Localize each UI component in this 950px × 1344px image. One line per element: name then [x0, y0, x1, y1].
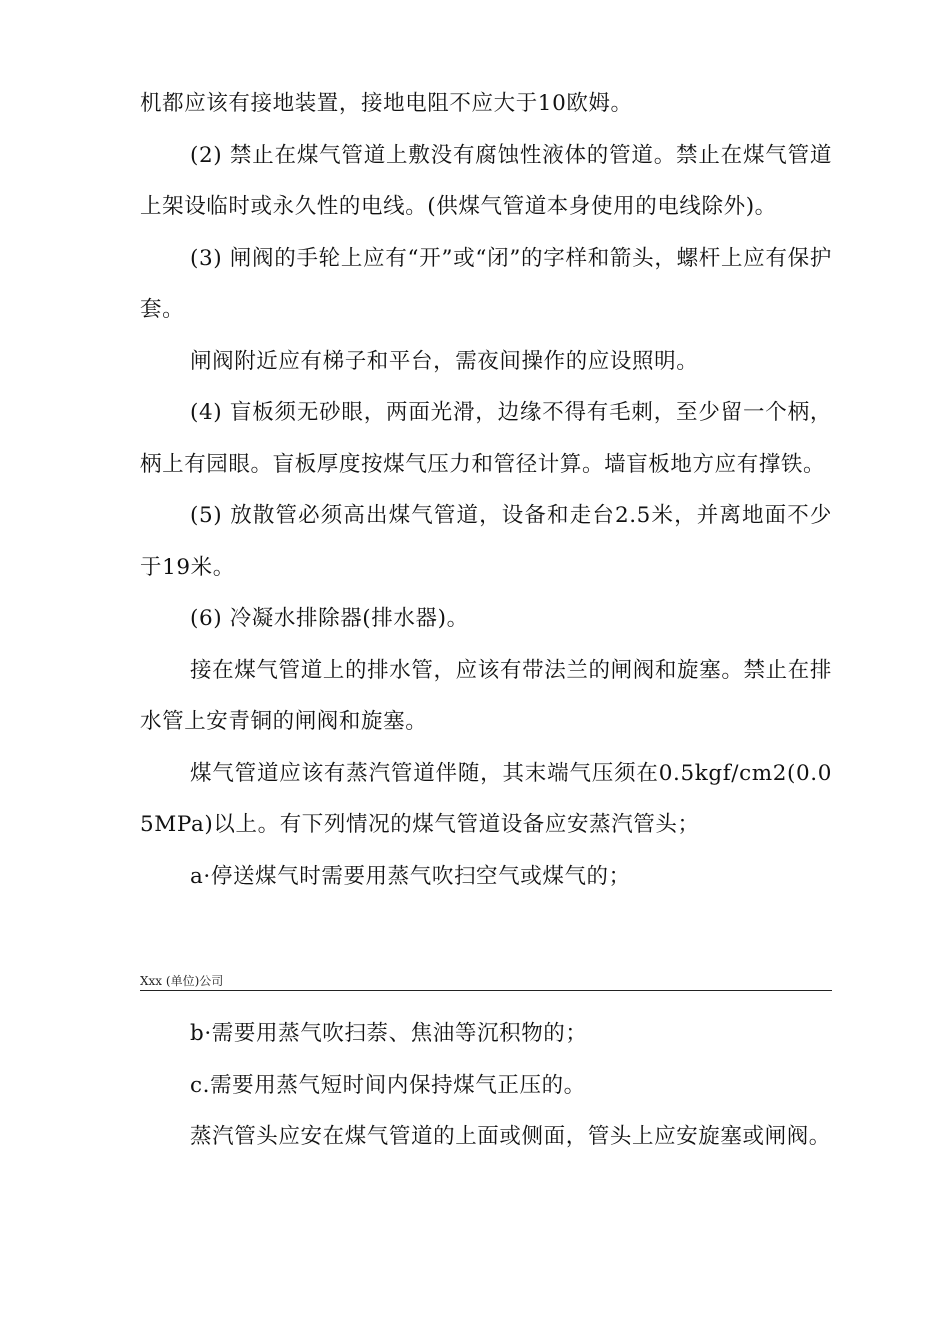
page-footer: Xxx (单位)公司 [140, 974, 832, 991]
paragraph-case-b: b·需要用蒸气吹扫萘、焦油等沉积物的； [190, 1021, 588, 1046]
paragraph-case-c: c.需要用蒸气短时间内保持煤气正压的。 [190, 1072, 586, 1098]
paragraph-drain-pipe: 接在煤气管道上的排水管，应该有带法兰的闸阀和旋塞。禁止在排水管上安青铜的闸阀和旋塞。 [140, 657, 832, 734]
page-body-top [140, 78, 832, 902]
document-page [140, 0, 832, 1344]
paragraph-item-4: (4) 盲板须无砂眼，两面光滑，边缘不得有毛刺，至少留一个柄，柄上有园眼。盲板厚度按煤气压力和管径计算。墙盲板地方应有撑铁。 [140, 400, 832, 477]
paragraph-valve-platform: 闸阀附近应有梯子和平台，需夜间操作的应设照明。 [190, 348, 699, 374]
paragraph-case-a: a·停送煤气时需要用蒸气吹扫空气或煤气的； [190, 863, 631, 889]
paragraph-item-5: (5) 放散管必须高出煤气管道，设备和走台2.5米，并离地面不少于19米。 [140, 503, 832, 580]
paragraph-grounding: 机都应该有接地装置，接地电阻不应大于10欧姆。 [140, 91, 633, 116]
paragraph-item-3: (3) 闸阀的手轮上应有“开”或“闭”的字样和箭头，螺杆上应有保护套。 [140, 245, 832, 322]
paragraph-steam-head: 蒸汽管头应安在煤气管道的上面或侧面，管头上应安旋塞或闸阀。 [190, 1124, 831, 1149]
paragraph-item-6: (6) 冷凝水排除器(排水器)。 [190, 606, 469, 631]
paragraph-item-2: (2) 禁止在煤气管道上敷没有腐蚀性液体的管道。禁止在煤气管道上架设临时或永久性的电线。(供煤气管道本身使用的电线除外)。 [140, 142, 832, 219]
paragraph-steam-pipe: 煤气管道应该有蒸汽管道伴随，其末端气压须在0.5kgf/cm2(0.05MPa)以上。有下列情况的煤气管道设备应安蒸汽管头； [140, 760, 832, 837]
page-body-bottom [140, 1008, 832, 1163]
